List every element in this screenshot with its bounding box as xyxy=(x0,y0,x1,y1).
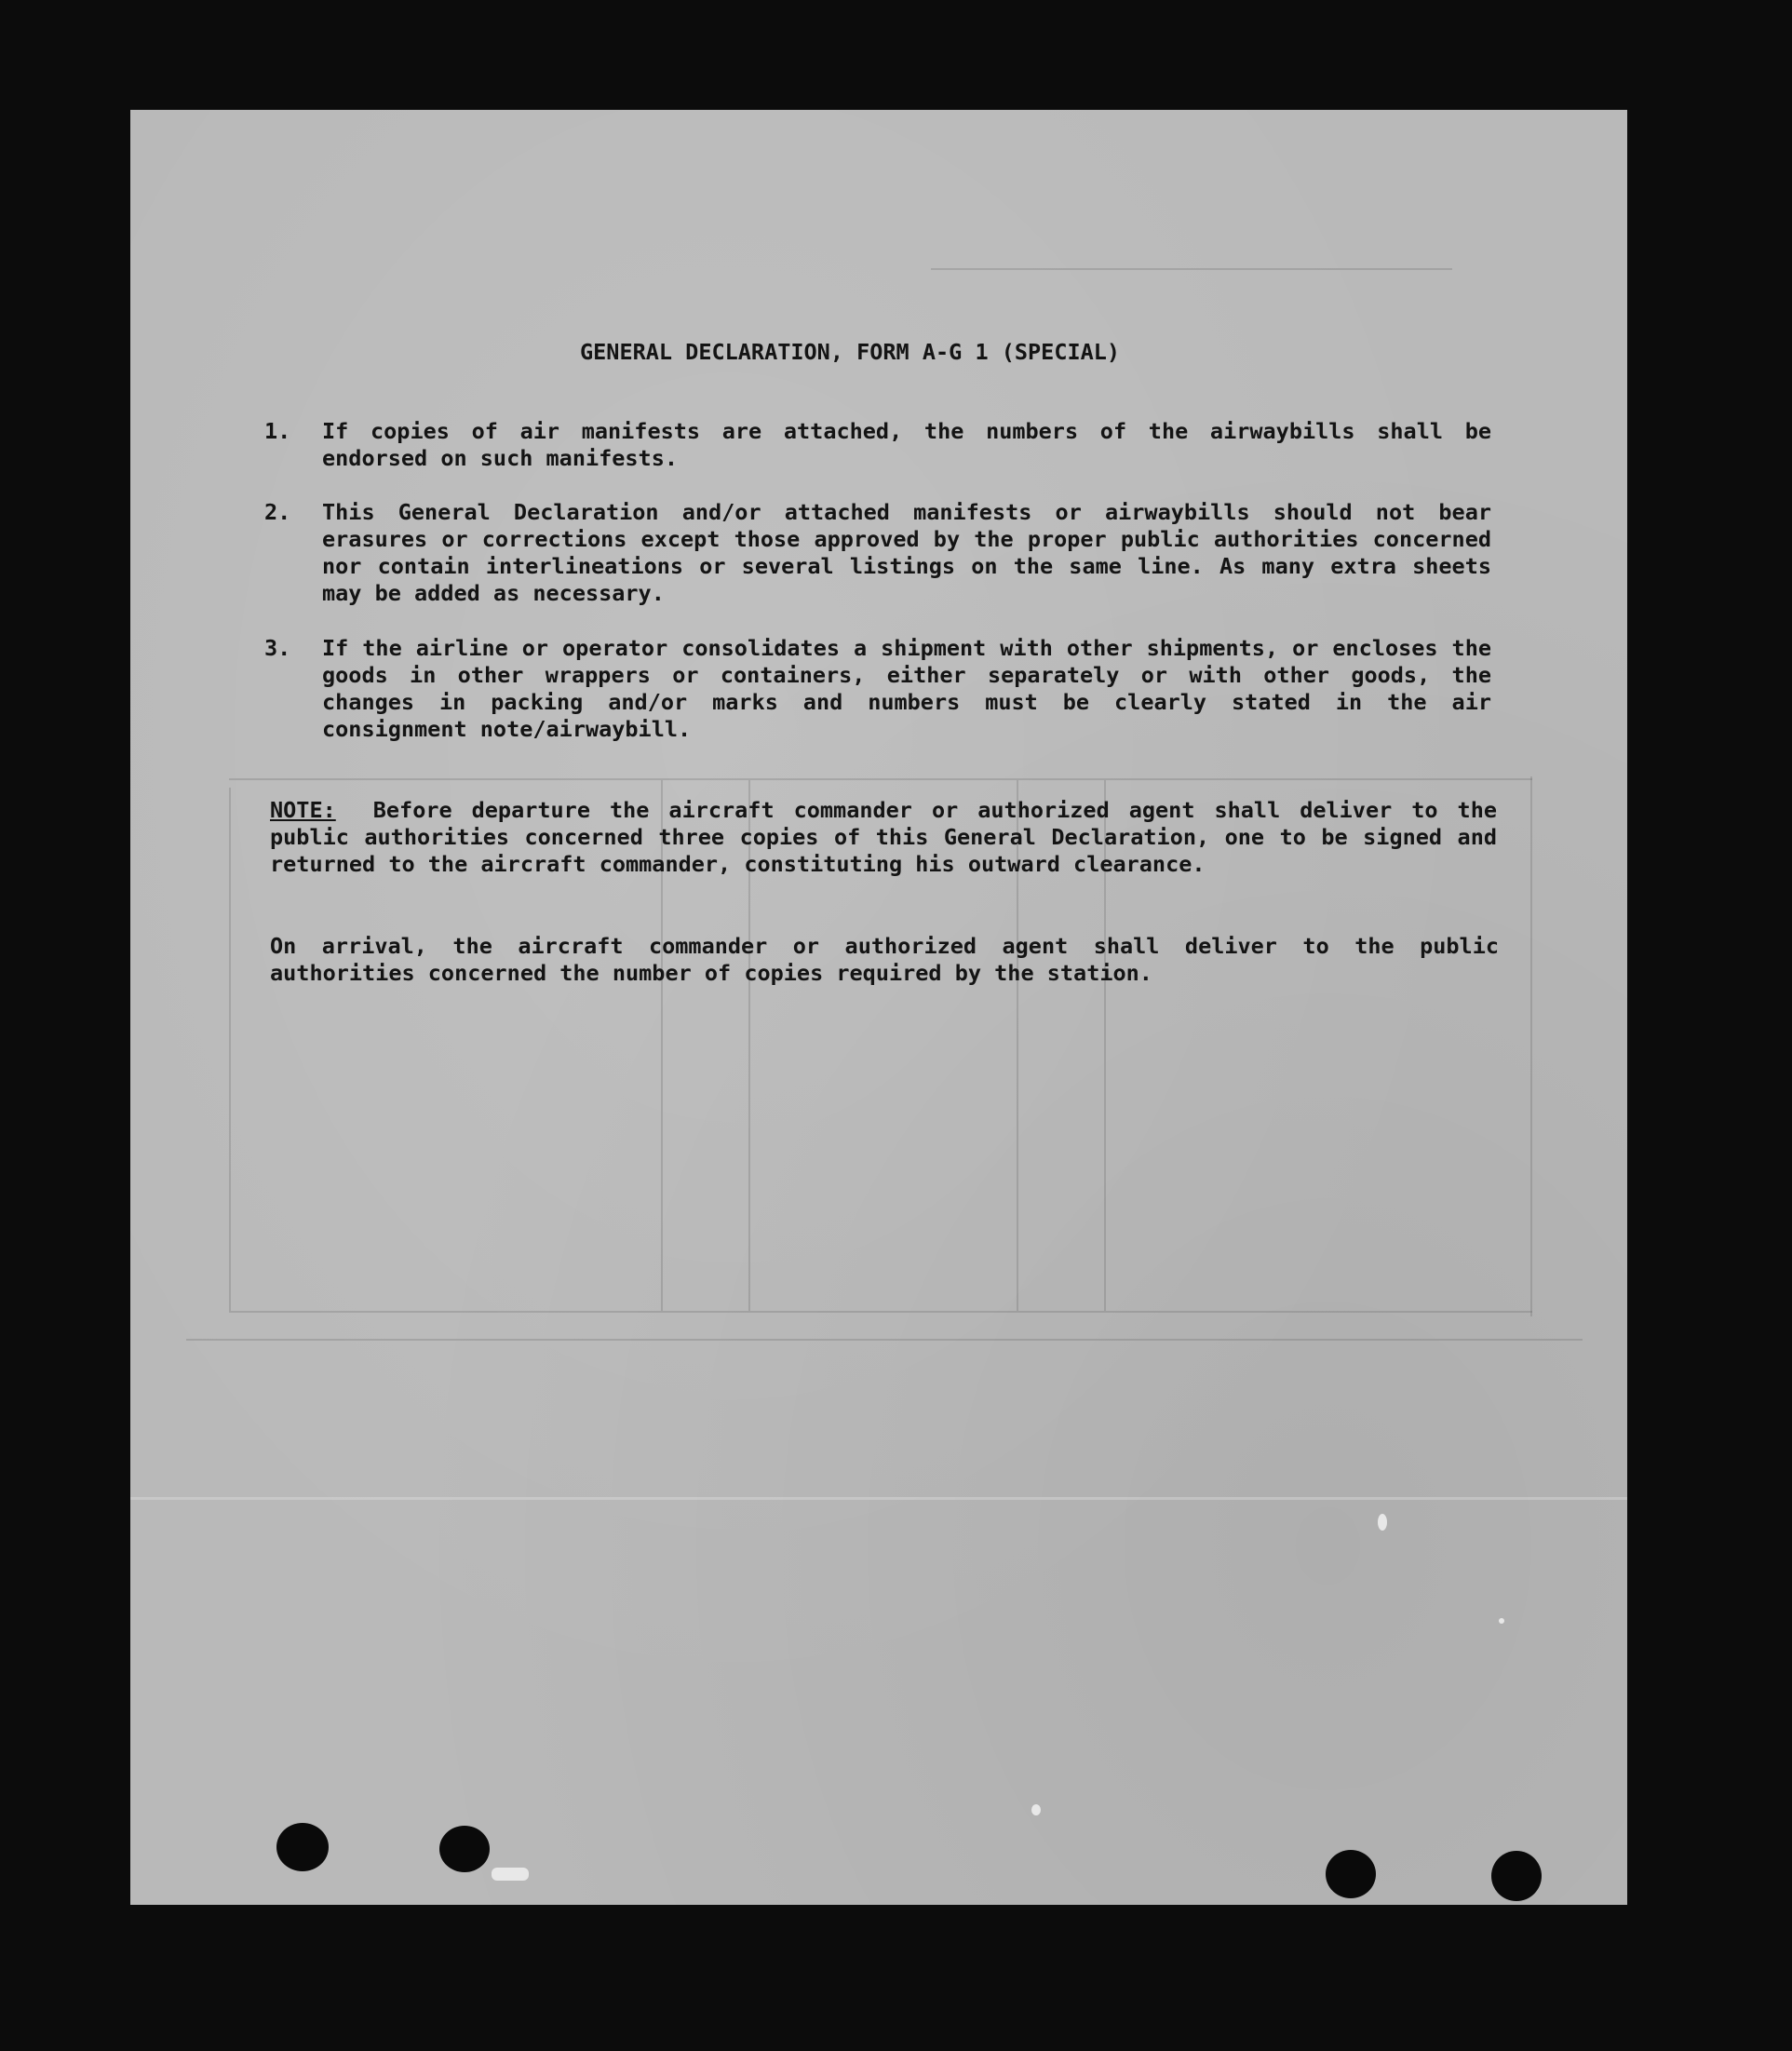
arrival-note: On arrival, the aircraft commander or authorized agent shall deliver to the public authorities concerned the number of copies required by the station. xyxy=(270,933,1499,986)
instruction-item-2 xyxy=(264,499,1491,607)
show-through-rule xyxy=(130,1497,1627,1500)
show-through-box-right xyxy=(1530,776,1532,1316)
departure-note xyxy=(270,797,1497,878)
item-text: If the airline or operator consolidates a shipment with other shipments, or encloses the goods in other wrappers or containers, either separately or with other goods, the changes in packing and/or marks and numbers must be clearly stated in the air consignment note/airwaybill. xyxy=(322,635,1491,742)
show-through-rule xyxy=(186,1339,1583,1341)
paper-blemish xyxy=(1031,1804,1041,1815)
item-number: 3. xyxy=(264,635,291,661)
show-through-rule xyxy=(931,268,1452,270)
show-through-box-top xyxy=(229,778,1532,780)
item-text: This General Declaration and/or attached manifests or airwaybills should not bear erasures or corrections except those approved by the proper public authorities concerned nor contain interlineations or several listings on the same line. As many extra sheets may be added as necessary. xyxy=(322,499,1491,606)
paper-blemish xyxy=(492,1868,529,1881)
punch-hole-icon xyxy=(276,1823,329,1871)
punch-hole-icon xyxy=(439,1826,490,1872)
note-label: NOTE: xyxy=(270,797,336,823)
show-through-box-bottom xyxy=(229,1311,1532,1313)
paper-blemish xyxy=(1378,1514,1387,1531)
paper-blemish xyxy=(1499,1618,1504,1624)
note-text: Before departure the aircraft commander or authorized agent shall deliver to the public authorities concerned three copies of this General Declaration, one to be signed and returned to the aircraft commander, constituting his outward clearance. xyxy=(270,797,1497,877)
punch-hole-icon xyxy=(1326,1850,1376,1898)
form-title: GENERAL DECLARATION, FORM A-G 1 (SPECIAL) xyxy=(580,339,1121,365)
paper-sheet xyxy=(130,110,1627,1905)
instruction-item-3 xyxy=(264,635,1491,743)
punch-hole-icon xyxy=(1491,1851,1542,1901)
item-number: 2. xyxy=(264,499,291,525)
show-through-box-left xyxy=(229,788,231,1311)
instruction-item-1 xyxy=(264,418,1491,472)
item-text: If copies of air manifests are attached, the numbers of the airwaybills shall be endorsed on such manifests. xyxy=(322,418,1491,471)
item-number: 1. xyxy=(264,418,291,444)
